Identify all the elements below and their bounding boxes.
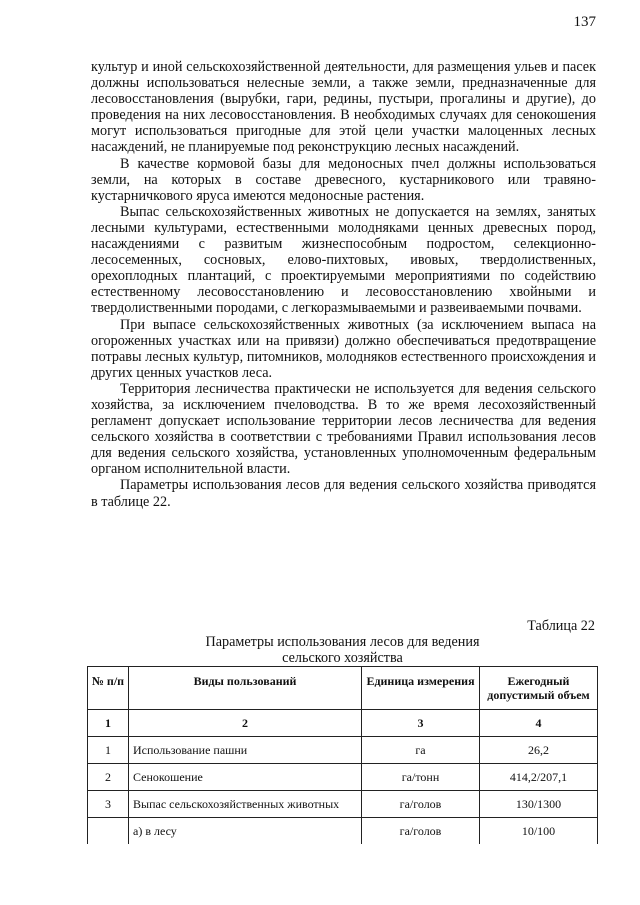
table-row <box>88 791 598 818</box>
column-header-volume: Ежегодный допустимый объем <box>480 667 598 710</box>
row-unit: га <box>362 737 480 764</box>
column-header-number: № п/п <box>88 667 129 710</box>
row-volume: 10/100 <box>480 818 598 845</box>
column-number: 3 <box>362 710 480 737</box>
row-volume: 26,2 <box>480 737 598 764</box>
table-row <box>88 764 598 791</box>
row-kind: Сенокошение <box>129 764 362 791</box>
row-unit: га/голов <box>362 818 480 845</box>
table-header-row <box>88 667 598 710</box>
row-kind: Выпас сельскохозяйственных животных <box>129 791 362 818</box>
column-number: 4 <box>480 710 598 737</box>
table-row <box>88 818 598 845</box>
row-unit: га/тонн <box>362 764 480 791</box>
row-number: 2 <box>88 764 129 791</box>
page-number: 137 <box>573 14 596 30</box>
row-number: 3 <box>88 791 129 818</box>
column-header-unit: Единица измерения <box>362 667 480 710</box>
column-header-kind: Виды пользований <box>129 667 362 710</box>
paragraph: культур и иной сельскохозяйственной деятельности, для размещения ульев и пасек должны использоваться нелесные земли, а также земли, предназначенные для лесовосстановления (вырубки, гари, редины, пустыри, прогалины и другие), до проведения на них лесовосстановления. В необходимых случаях для сенокошения могут использоваться пригодные для этой цели участки малоценных лесных насаждений, не планируемые под реконструкцию лесных насаждений. <box>91 59 596 156</box>
table-label: Таблица 22 <box>527 618 595 634</box>
parameters-table <box>87 666 598 844</box>
row-kind: а) в лесу <box>129 818 362 845</box>
row-volume: 414,2/207,1 <box>480 764 598 791</box>
row-unit: га/голов <box>362 791 480 818</box>
table-row <box>88 737 598 764</box>
paragraph: Выпас сельскохозяйственных животных не допускается на землях, занятых лесными культурами, естественными молодняками ценных древесных пород, насаждениями с развитым жизнеспособным подростом, селекционно-лесосеменных, сосновых, елово-пихтовых, ивовых, твердолиственных, орехоплодных плантаций, с проектируемыми мероприятиями по содействию естественному лесовосстановлению и лесовосстановлению хвойными и твердолиственными породами, с легкоразмываемыми и развеиваемыми почвами. <box>91 203 596 317</box>
row-number <box>88 818 129 845</box>
row-number: 1 <box>88 737 129 764</box>
column-numbering-row <box>88 710 598 737</box>
paragraph: Параметры использования лесов для ведения сельского хозяйства приводятся в таблице 22. <box>91 477 596 510</box>
column-number: 2 <box>129 710 362 737</box>
body-text <box>91 59 596 510</box>
table-caption: Параметры использования лесов для ведения сельского хозяйства <box>205 634 480 666</box>
row-volume: 130/1300 <box>480 791 598 818</box>
paragraph: В качестве кормовой базы для медоносных пчел должны использоваться земли, на которых в составе древесного, кустарникового или травяно-кустарничкового яруса имеются медоносные растения. <box>91 155 596 204</box>
column-number: 1 <box>88 710 129 737</box>
row-kind: Использование пашни <box>129 737 362 764</box>
paragraph: Территория лесничества практически не используется для ведения сельского хозяйства, за исключением пчеловодства. В то же время лесохозяйственный регламент допускает использование территории лесов лесничества для ведения сельского хозяйства в соответствии с требованиями Правил использования лесов для ведения сельского хозяйства, установленных уполномоченным федеральным органом исполнительной власти. <box>91 380 596 478</box>
paragraph: При выпасе сельскохозяйственных животных (за исключением выпаса на огороженных участках или на привязи) должно обеспечиваться предотвращение потравы лесных культур, питомников, молодняков естественного происхождения и других ценных участков леса. <box>91 316 596 381</box>
